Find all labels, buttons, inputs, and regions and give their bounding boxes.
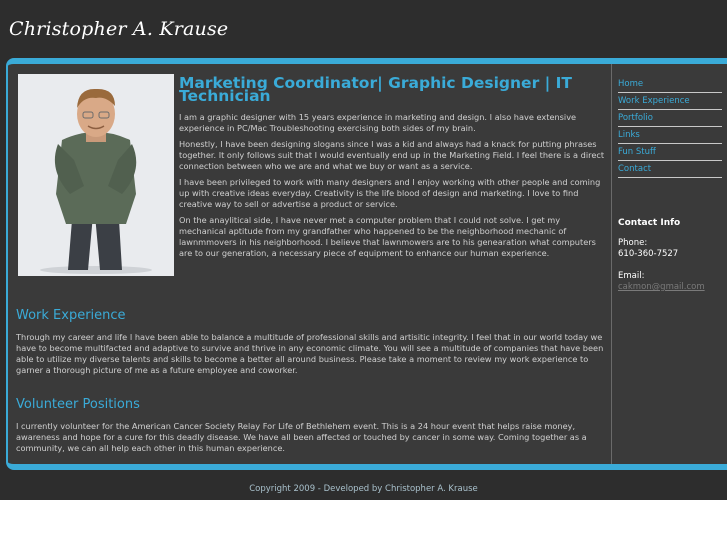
phone-label: Phone: (618, 238, 648, 248)
nav-item-work-experience[interactable]: Work Experience (618, 93, 722, 110)
phone-number: 610-360-7527 (618, 249, 679, 259)
sidebar (618, 76, 722, 293)
intro-paragraph: I am a graphic designer with 15 years experience in marketing and design. I also have extensive experience in PC/Mac Troubleshooting exercising both sides of my brain. (179, 112, 577, 133)
email-label: Email: (618, 271, 645, 281)
profile-photo (18, 74, 174, 276)
volunteer-text: I currently volunteer for the American Cancer Society Relay For Life of Bethlehem event. This is a 24 hour event that helps raise money, awareness and hope for a cure for this deadly disease. We have all been affected or touched by cancer in some way. Coming together as a community, we can all help each other in this human experience. (16, 421, 587, 453)
intro-section (179, 74, 607, 264)
content-panel (6, 58, 727, 470)
nav-item-fun-stuff[interactable]: Fun Stuff (618, 144, 722, 161)
email-link[interactable]: cakmon@gmail.com (618, 282, 705, 292)
site-title-logo[interactable]: Christopher A. Krause (9, 18, 229, 40)
nav-item-contact[interactable]: Contact (618, 161, 722, 178)
contact-spacer (618, 260, 722, 271)
nav-item-home[interactable]: Home (618, 76, 722, 93)
intro-paragraph: Honestly, I have been designing slogans since I was a kid and always had a knack for putting phrases together. It only follows suit that I would eventually end up in the Marketing Field. I feel there is a direct connection between who we are and what we buy or want as a service. (179, 139, 605, 171)
nav-item-portfolio[interactable]: Portfolio (618, 110, 722, 127)
footer-copyright: Copyright 2009 - Developed by Christopher A. Krause (249, 484, 478, 494)
intro-paragraph: I have been privileged to work with many designers and I enjoy working with other people and coming up with creative ideas everyday. Creativity is the life blood of design and marketing. I love to find creative way to sell or advertise a product or service. (179, 177, 601, 209)
volunteer-heading: Volunteer Positions (16, 397, 140, 412)
contact-info-heading: Contact Info (618, 218, 681, 228)
nav-item-links[interactable]: Links (618, 127, 722, 144)
intro-paragraph: On the anaylitical side, I have never met a computer problem that I could not solve. I get my mechanical aptitude from my grandfather who happened to be the neighborhood mechanic of lawnmmovers in his neighborhood. I believe that lawnmowers are to his genearation what computers are to our generation, a necessary piece of equipment to enhance our human experience. (179, 215, 596, 258)
person-portrait-icon (18, 74, 174, 276)
main-column (8, 64, 612, 464)
work-experience-section (16, 308, 606, 381)
work-experience-text: Through my career and life I have been able to balance a multitude of professional skills and artisitic integrity. I feel that in our world today we have to become multifacted and adaptive to survive and thrive in any economic climate. You will see a multitude of companies that have been able to utilize my diverse talents and skills to become a better all around business. Please take a moment to review my work experience to garner a thorough picture of me as a future employee and coworker. (16, 332, 604, 375)
volunteer-section (16, 397, 606, 459)
work-experience-heading: Work Experience (16, 308, 126, 323)
page-title: Marketing Coordinator| Graphic Designer | IT Technician (179, 74, 573, 105)
